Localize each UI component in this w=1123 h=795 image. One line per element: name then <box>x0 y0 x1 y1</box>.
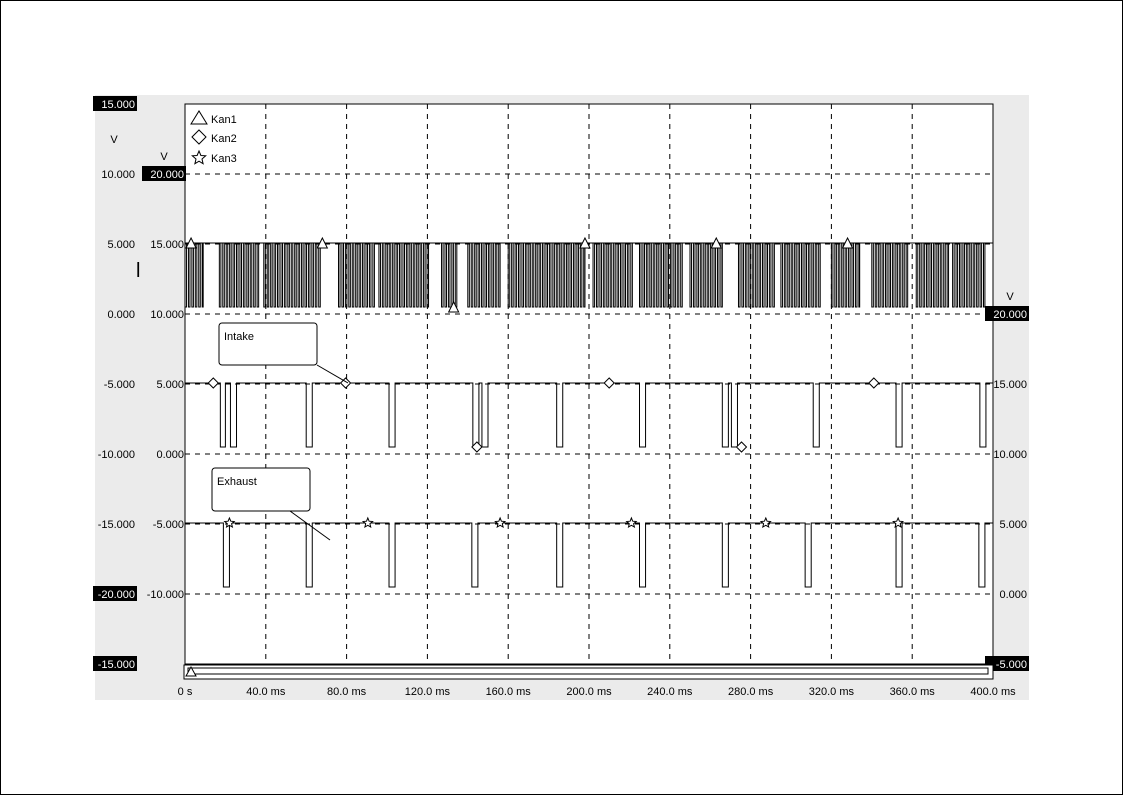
x-tick-label: 280.0 ms <box>727 686 774 698</box>
y-tick-label: -5.000 <box>995 659 1027 671</box>
legend-kan2: Kan2 <box>211 133 237 145</box>
y-tick-label: 0.000 <box>999 589 1027 601</box>
y-axis-unit: V <box>110 134 118 146</box>
y-tick-label: 20.000 <box>993 309 1027 321</box>
x-tick-label: 0 s <box>177 686 193 698</box>
x-tick-label: 360.0 ms <box>889 686 935 698</box>
legend-kan1: Kan1 <box>211 114 237 126</box>
x-tick-label: 400.0 ms <box>970 686 1016 698</box>
y-tick-label: -15.000 <box>97 659 135 671</box>
x-tick-label: 120.0 ms <box>404 686 451 698</box>
y-axis-unit: V <box>1006 291 1014 303</box>
x-tick-label: 80.0 ms <box>327 686 367 698</box>
y-tick-label: 5.000 <box>156 379 184 391</box>
y-tick-label: -10.000 <box>146 589 184 601</box>
scrollbar-thumb[interactable] <box>188 668 988 674</box>
legend-kan3: Kan3 <box>211 153 237 165</box>
y-tick-label: 10.000 <box>150 309 184 321</box>
y-axis-unit: V <box>160 151 168 163</box>
y-tick-label: 5.000 <box>107 239 135 251</box>
stray-mark: l <box>136 260 141 282</box>
y-tick-label: 15.000 <box>101 99 135 111</box>
x-tick-label: 320.0 ms <box>808 686 855 698</box>
x-tick-label: 240.0 ms <box>647 686 693 698</box>
y-tick-label: 15.000 <box>993 379 1027 391</box>
y-tick-label: 10.000 <box>101 169 135 181</box>
time-scrollbar[interactable] <box>184 665 993 679</box>
y-tick-label: -20.000 <box>97 589 135 601</box>
y-tick-label: -15.000 <box>97 519 135 531</box>
exhaust-label: Exhaust <box>217 476 257 488</box>
x-tick-label: 200.0 ms <box>566 686 612 698</box>
x-tick-label: 40.0 ms <box>246 686 286 698</box>
y-tick-label: -5.000 <box>152 519 184 531</box>
y-tick-label: 0.000 <box>156 449 184 461</box>
y-tick-label: 0.000 <box>107 309 135 321</box>
y-tick-label: 15.000 <box>150 239 184 251</box>
y-tick-label: 5.000 <box>999 519 1027 531</box>
intake-label: Intake <box>224 331 254 343</box>
y-tick-label: -10.000 <box>97 449 135 461</box>
y-tick-label: 10.000 <box>993 449 1027 461</box>
y-tick-label: -5.000 <box>103 379 135 391</box>
x-tick-label: 160.0 ms <box>485 686 531 698</box>
y-tick-label: 20.000 <box>150 169 184 181</box>
